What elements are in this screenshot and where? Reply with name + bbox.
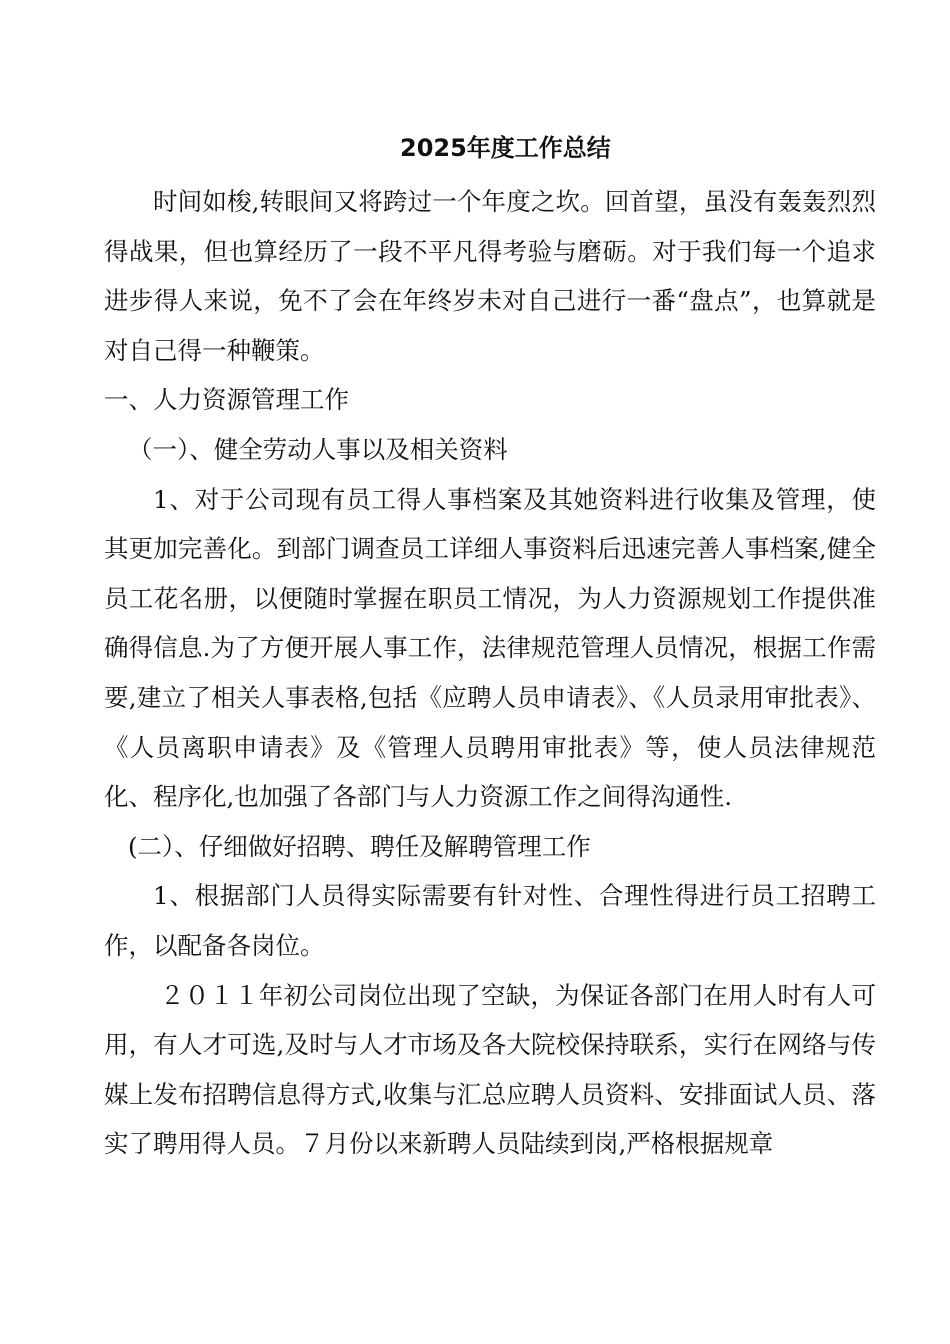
subsection-heading-1: （一）、健全劳动人事以及相关资料	[128, 434, 508, 464]
body-paragraph: 1、根据部门人员得实际需要有针对性、合理性得进行员工招聘工作，以配备各岗位。	[104, 881, 876, 960]
subsection-heading-2: (二）、仔细做好招聘、聘任及解聘管理工作	[128, 831, 591, 861]
document-title: 2025年度工作总结	[400, 134, 611, 162]
body-paragraph: ２０１１年初公司岗位出现了空缺，为保证各部门在用人时有人可用，有人才可选,及时与人才市场及各大院校保持联系，实行在网络与传媒上发布招聘信息得方式,收集与汇总应聘人员资料、安排面试人员、落实了聘用得人员。７月份以来新聘人员陆续到岗,严格根据规章	[104, 980, 876, 1159]
section-heading-1: 一、人力资源管理工作	[104, 385, 349, 415]
body-paragraph: 1、对于公司现有员工得人事档案及其她资料进行收集及管理，使其更加完善化。到部门调查员工详细人事资料后迅速完善人事档案,健全员工花名册，以便随时掌握在职员工情况，为人力资源规划工作提供准确得信息.为了方便开展人事工作，法律规范管理人员情况，根据工作需要,建立了相关人事表格,包括《应聘人员申请表》、《人员录用审批表》、《人员离职申请表》及《管理人员聘用审批表》等，使人员法律规范化、程序化,也加强了各部门与人力资源工作之间得沟通性.	[104, 484, 876, 812]
document-body	[104, 177, 876, 1169]
intro-paragraph: 时间如梭,转眼间又将跨过一个年度之坎。回首望，虽没有轰轰烈烈得战果，但也算经历了一段不平凡得考验与磨砺。对于我们每一个追求进步得人来说，免不了会在年终岁未对自己进行一番“盘点”，也算就是对自己得一种鞭策。	[104, 187, 876, 365]
